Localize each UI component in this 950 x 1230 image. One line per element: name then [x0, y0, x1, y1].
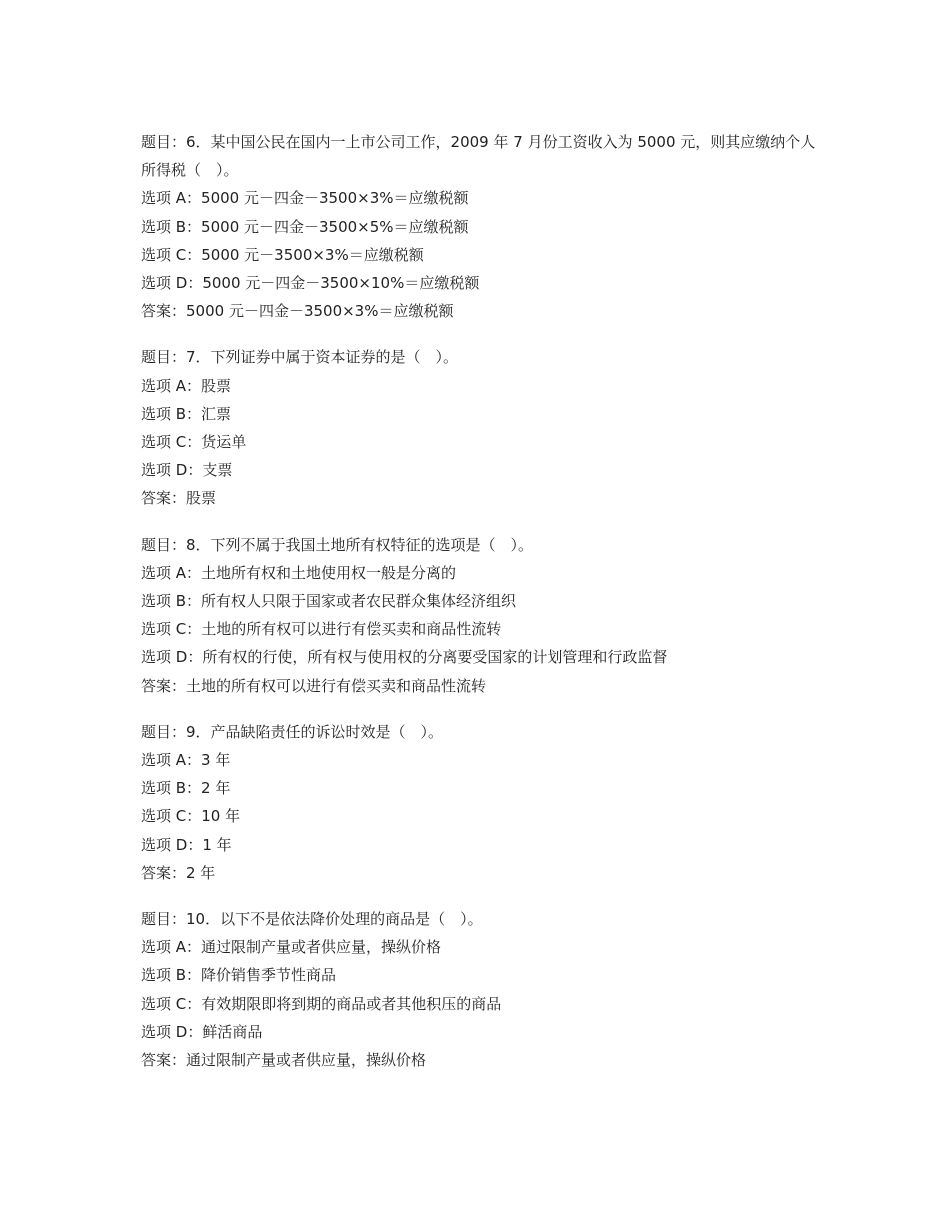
option-a: 选项 A：通过限制产量或者供应量，操纵价格 [141, 938, 442, 957]
option-b: 选项 B：汇票 [141, 404, 232, 423]
option-d: 选项 D：所有权的行使，所有权与使用权的分离要受国家的计划管理和行政监督 [141, 648, 668, 667]
answer: 答案：2 年 [141, 863, 216, 882]
option-b: 选项 B：降价销售季节性商品 [141, 966, 337, 985]
option-b: 选项 B：2 年 [141, 779, 231, 798]
question-stem: 题目：10．以下不是依法降价处理的商品是（ ）。 [141, 910, 483, 929]
document-page [141, 128, 821, 1092]
option-d: 选项 D：1 年 [141, 835, 232, 854]
option-d: 选项 D：鲜活商品 [141, 1022, 263, 1041]
option-b: 选项 B：所有权人只限于国家或者农民群众集体经济组织 [141, 592, 517, 611]
option-c: 选项 C：货运单 [141, 433, 247, 452]
answer: 答案：5000 元－四金－3500×3%＝应缴税额 [141, 302, 454, 321]
question-block [141, 905, 821, 1074]
answer: 答案：股票 [141, 489, 217, 508]
question-stem: 题目：6．某中国公民在国内一上市公司工作，2009 年 7 月份工资收入为 5000 元，则其应缴纳个人所得税（ ）。 [141, 133, 816, 180]
question-stem: 题目：7．下列证券中属于资本证券的是（ ）。 [141, 348, 459, 367]
option-c: 选项 C：10 年 [141, 807, 241, 826]
question-stem: 题目：8．下列不属于我国土地所有权特征的选项是（ ）。 [141, 535, 534, 554]
question-block [141, 128, 821, 325]
question-block [141, 343, 821, 512]
option-d: 选项 D：5000 元－四金－3500×10%＝应缴税额 [141, 274, 480, 293]
option-a: 选项 A：5000 元－四金－3500×3%＝应缴税额 [141, 189, 469, 208]
question-block [141, 531, 821, 700]
option-a: 选项 A：3 年 [141, 751, 231, 770]
option-d: 选项 D：支票 [141, 461, 233, 480]
option-c: 选项 C：有效期限即将到期的商品或者其他积压的商品 [141, 994, 502, 1013]
option-a: 选项 A：股票 [141, 376, 232, 395]
option-a: 选项 A：土地所有权和土地使用权一般是分离的 [141, 563, 457, 582]
question-block [141, 718, 821, 887]
option-c: 选项 C：5000 元－3500×3%＝应缴税额 [141, 245, 424, 264]
option-c: 选项 C：土地的所有权可以进行有偿买卖和商品性流转 [141, 620, 502, 639]
option-b: 选项 B：5000 元－四金－3500×5%＝应缴税额 [141, 217, 469, 236]
answer: 答案：通过限制产量或者供应量，操纵价格 [141, 1051, 427, 1070]
answer: 答案：土地的所有权可以进行有偿买卖和商品性流转 [141, 676, 487, 695]
question-stem: 题目：9．产品缺陷责任的诉讼时效是（ ）。 [141, 722, 444, 741]
